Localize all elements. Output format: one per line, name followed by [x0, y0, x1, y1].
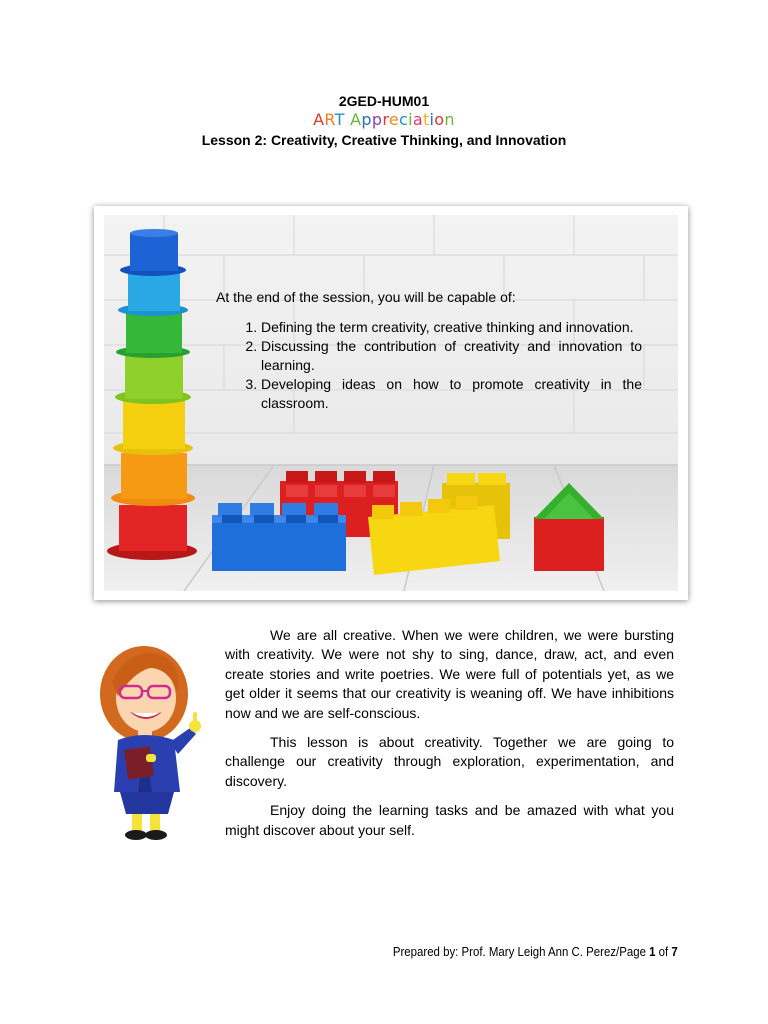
objectives-banner — [94, 206, 688, 600]
lesson-title: Lesson 2: Creativity, Creative Thinking, and Innovation — [201, 132, 567, 148]
page-footer — [393, 944, 678, 959]
subject-letter: e — [388, 110, 399, 129]
subject-letter: A — [313, 110, 325, 129]
document-header — [0, 93, 768, 150]
subject-letter: A — [350, 110, 362, 129]
intro-paragraph: We are all creative. When we were children, we were bursting with creativity. We were not shy to sing, dance, draw, act, and even create stories and write poetries. We were full of potentials yet, as we get older it seems that our creativity is weaning off. We have inhibitions now and we are self-conscious. — [225, 627, 674, 721]
objective-item: 2. Discussing the contribution of creativity and innovation to learning. — [261, 337, 642, 375]
subject-title — [0, 110, 768, 130]
subject-letter: r — [382, 110, 389, 129]
page-total: 7 — [671, 944, 678, 959]
subject-letter: t — [422, 110, 430, 129]
course-code: 2GED-HUM01 — [338, 93, 430, 109]
learning-objectives — [216, 288, 642, 413]
subject-letter: o — [434, 110, 445, 129]
intro-paragraph: Enjoy doing the learning tasks and be amazed with what you might discover about your self. — [225, 802, 674, 838]
yellow-brick-front — [368, 496, 500, 575]
subject-letter: i — [408, 110, 413, 129]
subject-letter: n — [444, 110, 455, 129]
objectives-intro: At the end of the session, you will be capable of: — [216, 289, 516, 305]
intro-paragraph: This lesson is about creativity. Together we are going to challenge our creativity through exploration, experimentation, and discovery. — [225, 734, 674, 789]
subject-letter: R — [324, 110, 335, 129]
page-of: of — [655, 944, 672, 959]
prepared-by: Prepared by: Prof. Mary Leigh Ann C. Perez/Page — [393, 944, 650, 959]
lesson-introduction — [225, 626, 674, 850]
subject-letter: a — [412, 110, 423, 129]
objectives-list — [216, 318, 642, 413]
objective-item: 3. Developing ideas on how to promote creativity in the classroom. — [261, 375, 642, 413]
subject-letter: i — [429, 110, 435, 129]
subject-letter: p — [361, 110, 372, 129]
page-current: 1 — [649, 944, 656, 959]
subject-letter: p — [371, 110, 383, 129]
subject-letter: T — [334, 110, 345, 129]
teacher-cartoon-illustration — [98, 642, 204, 842]
objective-item: 1. Defining the term creativity, creative thinking and innovation. — [261, 318, 642, 337]
subject-letter: c — [399, 110, 409, 129]
